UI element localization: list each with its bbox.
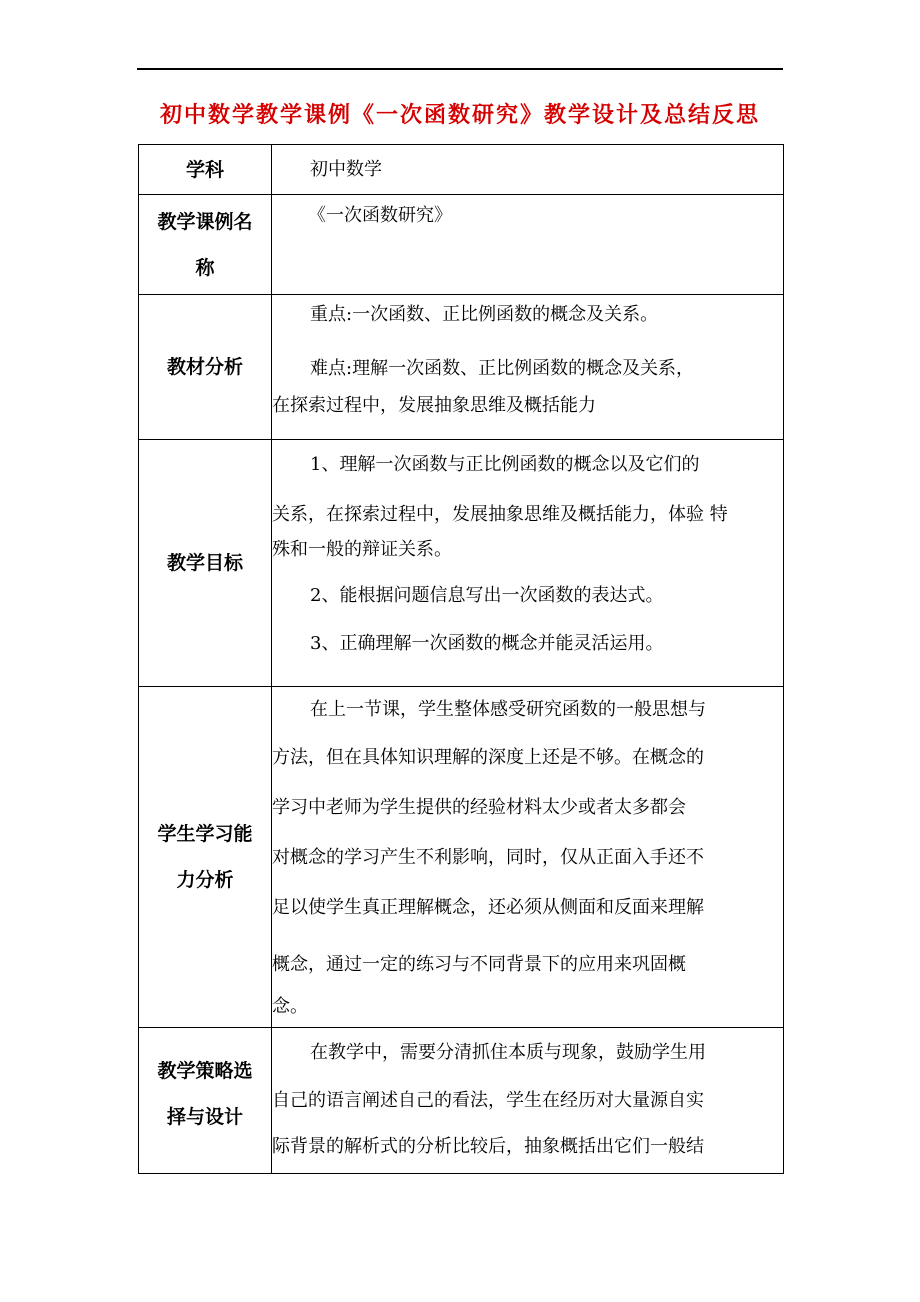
strategy-line-3: 际背景的解析式的分析比较后，抽象概括出它们一般结 xyxy=(272,1136,704,1157)
subject-text: 初中数学 xyxy=(310,158,382,180)
lesson-name-label-line1: 教学课例名 xyxy=(157,210,253,233)
subject-value xyxy=(272,145,784,195)
table-row-subject xyxy=(139,145,784,195)
ability-line-2: 方法，但在具体知识理解的深度上还是不够。在概念的 xyxy=(272,747,704,768)
ability-line-7: 念。 xyxy=(272,996,308,1017)
student-ability-label-line1: 学生学习能 xyxy=(157,823,253,845)
teaching-goals-label: 教学目标 xyxy=(139,440,272,687)
goal-2: 2、能根据问题信息写出一次函数的表达式。 xyxy=(310,585,664,606)
strategy-label-line2: 择与设计 xyxy=(166,1106,243,1128)
student-ability-value xyxy=(272,687,784,1028)
table-row-material-analysis xyxy=(139,295,784,440)
table-row-strategy xyxy=(139,1028,784,1174)
student-ability-label-line2: 力分析 xyxy=(176,869,234,891)
ability-line-4: 对概念的学习产生不利影响，同时，仅从正面入手还不 xyxy=(272,847,704,868)
ability-line-3: 学习中老师为学生提供的经验材料太少或者太多都会 xyxy=(272,797,686,818)
material-difficulty-cont: 在探索过程中，发展抽象思维及概括能力 xyxy=(272,395,596,416)
material-analysis-value xyxy=(272,295,784,440)
header-rule xyxy=(137,68,783,70)
teaching-goals-value xyxy=(272,440,784,687)
strategy-label xyxy=(139,1028,272,1174)
lesson-plan-table xyxy=(138,144,784,1174)
goal-1: 1、理解一次函数与正比例函数的概念以及它们的 xyxy=(310,454,700,475)
lesson-name-label-line2: 称 xyxy=(195,256,215,279)
material-key-point: 重点:一次函数、正比例函数的概念及关系。 xyxy=(310,304,659,325)
subject-label: 学科 xyxy=(139,145,272,195)
strategy-line-2: 自己的语言阐述自己的看法，学生在经历对大量源自实 xyxy=(272,1090,704,1111)
lesson-name-text: 《一次函数研究》 xyxy=(308,205,452,226)
ability-line-5: 足以使学生真正理解概念，还必须从侧面和反面来理解 xyxy=(272,897,704,918)
material-analysis-label: 教材分析 xyxy=(139,295,272,440)
strategy-label-line1: 教学策略选 xyxy=(157,1060,253,1082)
goal-3: 3、正确理解一次函数的概念并能灵活运用。 xyxy=(310,633,664,654)
table-row-lesson-name xyxy=(139,195,784,295)
ability-line-6: 概念，通过一定的练习与不同背景下的应用来巩固概 xyxy=(272,954,686,975)
goal-1-cont2: 殊和一般的辩证关系。 xyxy=(272,539,452,560)
table-row-teaching-goals xyxy=(139,440,784,687)
lesson-name-value xyxy=(272,195,784,295)
document-title: 初中数学教学课例《一次函数研究》教学设计及总结反思 xyxy=(159,103,760,128)
student-ability-label xyxy=(139,687,272,1028)
goal-1-cont: 关系，在探索过程中，发展抽象思维及概括能力，体验 特 xyxy=(272,504,728,525)
strategy-line-1: 在教学中，需要分清抓住本质与现象，鼓励学生用 xyxy=(310,1042,706,1063)
material-difficulty: 难点:理解一次函数、正比例函数的概念及关系， xyxy=(310,358,695,379)
lesson-name-label xyxy=(139,195,272,295)
strategy-value xyxy=(272,1028,784,1174)
table-row-student-ability xyxy=(139,687,784,1028)
ability-line-1: 在上一节课，学生整体感受研究函数的一般思想与 xyxy=(310,699,706,720)
